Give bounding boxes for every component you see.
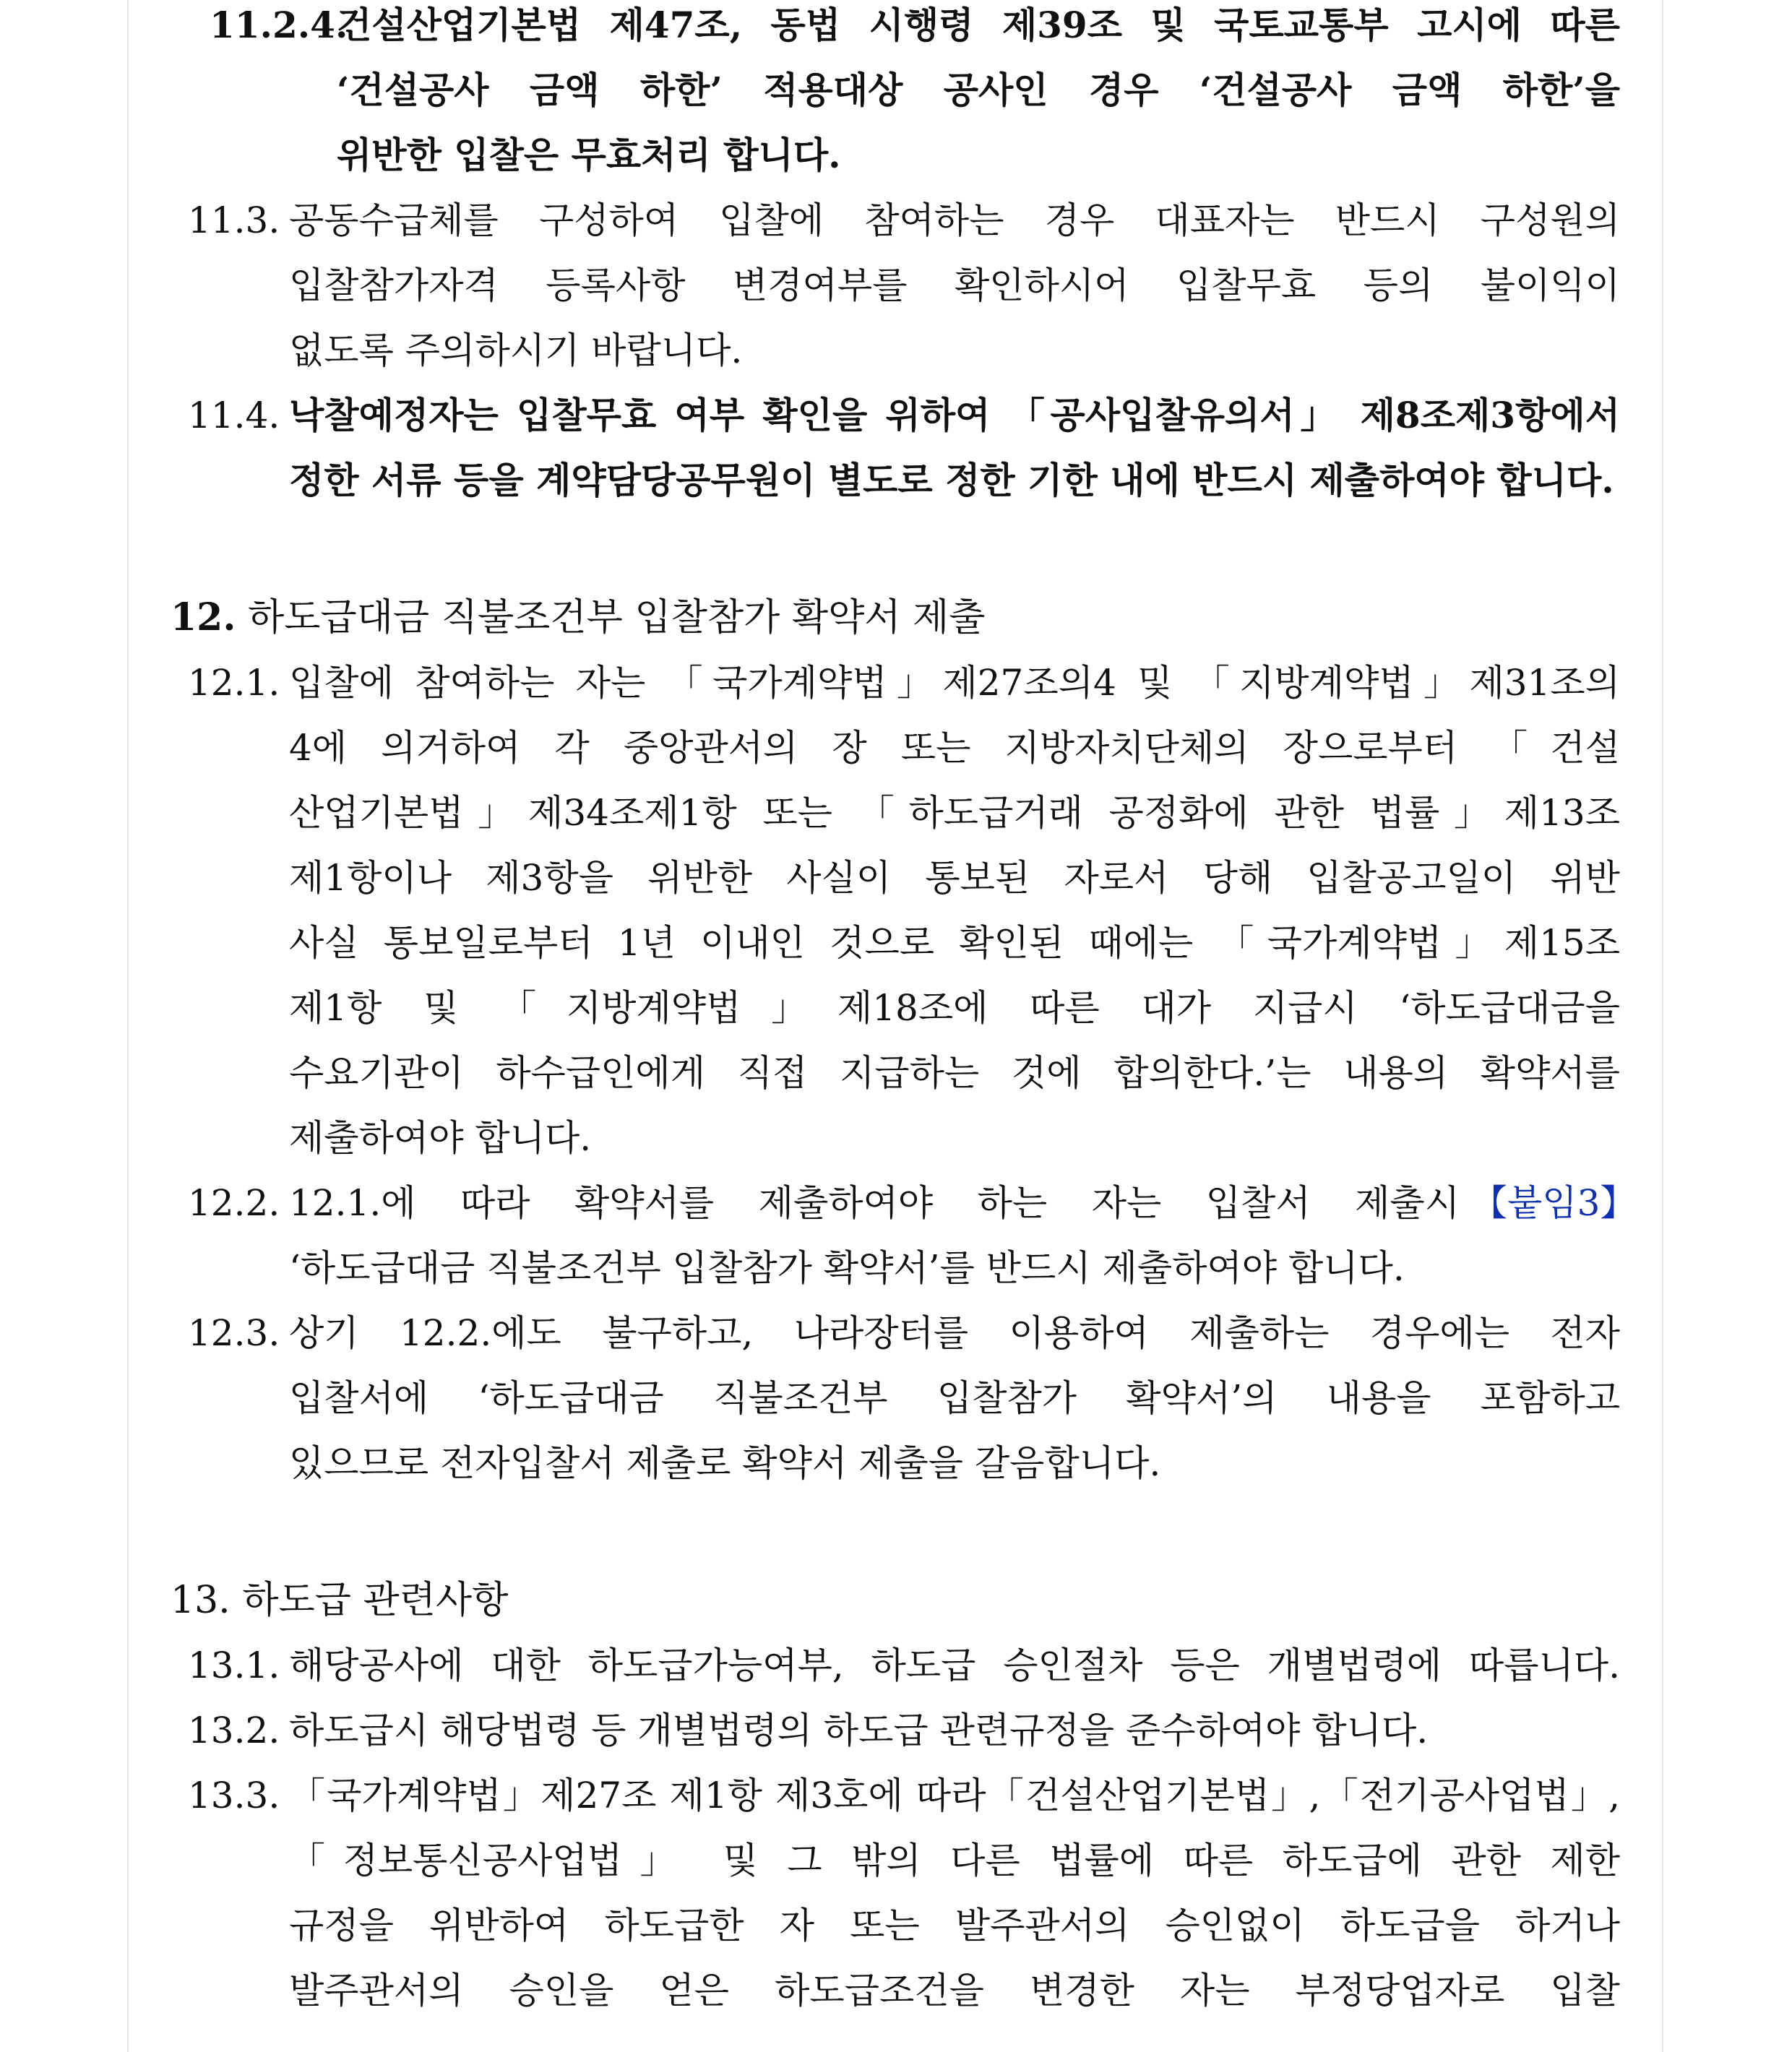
section-title: 하도급 관련사항 xyxy=(242,1579,509,1622)
clause-number: 12.1. xyxy=(188,662,280,704)
clause-11-2-4-cont xyxy=(171,58,1620,123)
clause-line: 입찰참가자격 등록사항 변경여부를 확인하시어 입찰무효 등의 불이익이 xyxy=(289,264,1620,306)
clause-11-3-cont xyxy=(171,253,1620,318)
clause-12-1-cont xyxy=(171,1105,1620,1171)
clause-11-2-4 xyxy=(171,0,1620,58)
clause-line: ‘건설공사 금액 하한’ 적용대상 공사인 경우 ‘건설공사 금액 하한’을 xyxy=(337,69,1620,111)
clause-number: 11.3. xyxy=(188,199,280,241)
clause-12-1-cont xyxy=(171,845,1620,910)
clause-line: 낙찰예정자는 입찰무효 여부 확인을 위하여 「공사입찰유의서」 제8조제3항에서 xyxy=(289,394,1620,436)
clause-13-3-cont xyxy=(171,1893,1620,1958)
clause-line: 있으므로 전자입찰서 제출로 확약서 제출을 갈음합니다. xyxy=(289,1442,1161,1484)
clause-number: 13.1. xyxy=(188,1644,280,1686)
section-number: 12. xyxy=(171,595,236,639)
clause-12-3 xyxy=(171,1301,1620,1366)
clause-line: 해당공사에 대한 하도급가능여부, 하도급 승인절차 등은 개별법령에 따릅니다. xyxy=(289,1644,1620,1686)
section-title: 하도급대금 직불조건부 입찰참가 확약서 제출 xyxy=(248,596,986,639)
clause-line: 수요기관이 하수급인에게 직접 지급하는 것에 합의한다.’는 내용의 확약서를 xyxy=(289,1052,1620,1094)
clause-11-3 xyxy=(171,188,1620,253)
clause-12-1 xyxy=(171,650,1620,715)
clause-12-3-cont xyxy=(171,1366,1620,1431)
clause-number: 12.3. xyxy=(188,1312,280,1354)
clause-line: 입찰서에 ‘하도급대금 직불조건부 입찰참가 확약서’의 내용을 포함하고 xyxy=(289,1377,1620,1419)
clause-line: 상기 12.2.에도 불구하고, 나라장터를 이용하여 제출하는 경우에는 전자 xyxy=(289,1312,1620,1354)
clause-12-1-cont xyxy=(171,780,1620,845)
attachment-reference: 【붙임3】 xyxy=(1471,1182,1637,1224)
clause-13-3-cont xyxy=(171,1958,1620,2023)
clause-number: 12.2. xyxy=(188,1182,280,1224)
clause-13-3 xyxy=(171,1763,1620,1828)
clause-line: 없도록 주의하시기 바랍니다. xyxy=(289,329,743,371)
clause-line: 위반한 입찰은 무효처리 합니다. xyxy=(337,134,841,176)
section-heading-12 xyxy=(171,585,986,650)
clause-12-2-cont xyxy=(171,1236,1620,1301)
clause-12-1-cont xyxy=(171,715,1620,780)
clause-line: 입찰에 참여하는 자는 「국가계약법」제27조의4 및 「지방계약법」제31조의 xyxy=(289,662,1620,704)
clause-12-2 xyxy=(171,1171,1637,1236)
clause-line: 4에 의거하여 각 중앙관서의 장 또는 지방자치단체의 장으로부터 「건설 xyxy=(289,727,1620,769)
clause-line: 「정보통신공사업법」 및 그 밖의 다른 법률에 따른 하도급에 관한 제한 xyxy=(289,1840,1621,1881)
clause-line: 제출하여야 합니다. xyxy=(289,1117,592,1159)
clause-11-3-cont xyxy=(171,318,1620,383)
document-page xyxy=(127,0,1663,2052)
clause-number: 13.3. xyxy=(188,1775,280,1816)
clause-number: 11.2.4. xyxy=(210,4,348,46)
clause-line: 「국가계약법」제27조 제1항 제3호에 따라「건설산업기본법」,「전기공사업법」, xyxy=(289,1775,1620,1816)
clause-line: 제1항 및 「지방계약법」제18조에 따른 대가 지급시 ‘하도급대금을 xyxy=(289,987,1620,1029)
clause-line: ‘하도급대금 직불조건부 입찰참가 확약서’를 반드시 제출하여야 합니다. xyxy=(289,1247,1405,1289)
clause-line: 산업기본법」제34조제1항 또는 「하도급거래 공정화에 관한 법률」제13조 xyxy=(289,792,1620,834)
clause-line: 하도급시 해당법령 등 개별법령의 하도급 관련규정을 준수하여야 합니다. xyxy=(289,1710,1429,1751)
clause-line: 규정을 위반하여 하도급한 자 또는 발주관서의 승인없이 하도급을 하거나 xyxy=(289,1905,1620,1947)
clause-line: 공동수급체를 구성하여 입찰에 참여하는 경우 대표자는 반드시 구성원의 xyxy=(289,199,1620,241)
clause-12-1-cont xyxy=(171,1040,1620,1105)
clause-13-2 xyxy=(171,1698,1620,1763)
clause-line: 정한 서류 등을 계약담당공무원이 별도로 정한 기한 내에 반드시 제출하여야 합니다. xyxy=(289,459,1614,501)
clause-11-4-cont xyxy=(171,448,1620,513)
clause-13-1 xyxy=(171,1633,1620,1698)
clause-12-1-cont xyxy=(171,910,1620,975)
clause-11-4 xyxy=(171,383,1620,448)
clause-13-3-cont xyxy=(171,1828,1620,1893)
clause-11-2-4-cont xyxy=(171,123,1620,188)
clause-line: 건설산업기본법 제47조, 동법 시행령 제39조 및 국토교통부 고시에 따른 xyxy=(337,4,1620,46)
clause-number: 13.2. xyxy=(188,1710,280,1751)
clause-line: 발주관서의 승인을 얻은 하도급조건을 변경한 자는 부정당업자로 입찰 xyxy=(289,1970,1620,2012)
clause-line: 사실 통보일로부터 1년 이내인 것으로 확인된 때에는 「국가계약법」제15조 xyxy=(289,922,1620,964)
clause-12-3-cont xyxy=(171,1431,1620,1496)
clause-line: 12.1.에 따라 확약서를 제출하여야 하는 자는 입찰서 제출시 xyxy=(289,1182,1460,1224)
section-number: 13. xyxy=(171,1579,231,1622)
clause-12-1-cont xyxy=(171,975,1620,1040)
clause-line: 제1항이나 제3항을 위반한 사실이 통보된 자로서 당해 입찰공고일이 위반 xyxy=(289,857,1620,899)
clause-number: 11.4. xyxy=(188,395,280,436)
section-heading-13 xyxy=(171,1568,508,1633)
